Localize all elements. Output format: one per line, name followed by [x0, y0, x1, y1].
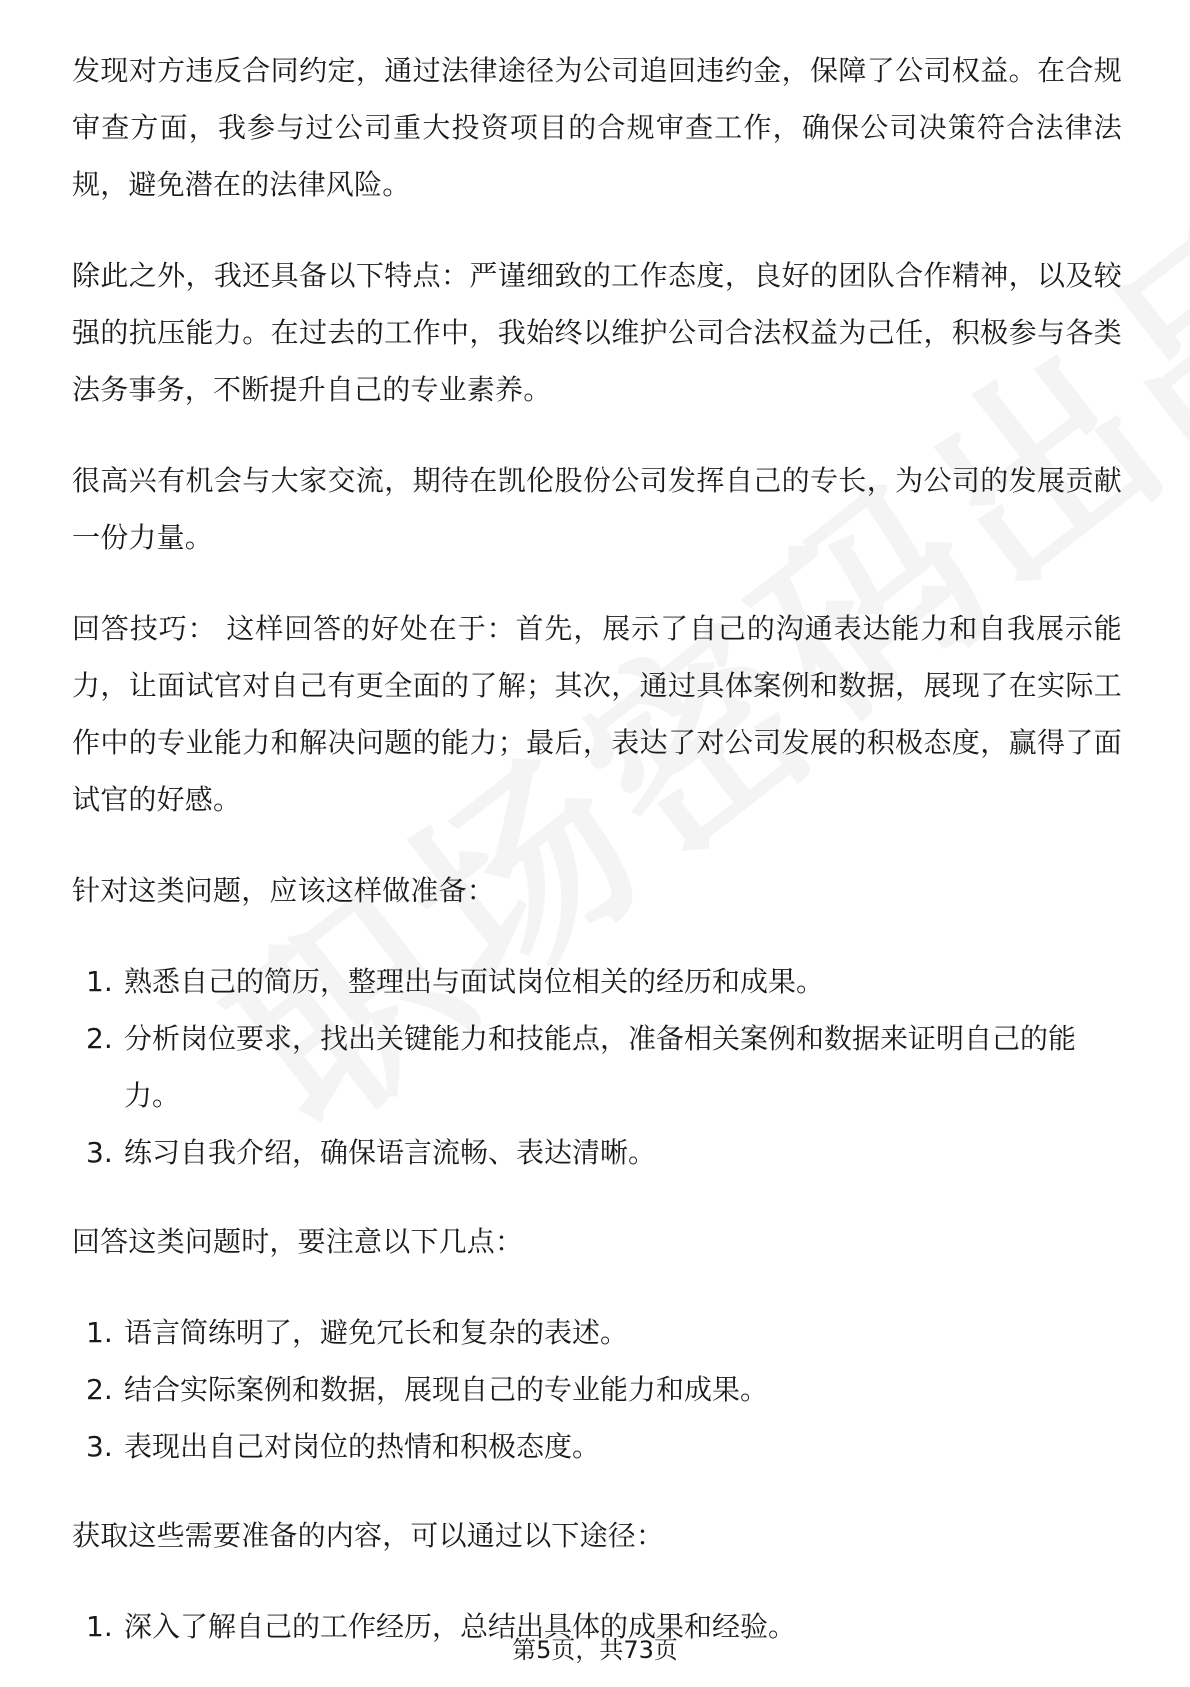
paragraph-closing: 很高兴有机会与大家交流，期待在凯伦股份公司发挥自己的专长，为公司的发展贡献一份力量。 [72, 464, 1122, 554]
paragraph-notes-heading: 回答这类问题时，要注意以下几点： [72, 1225, 524, 1258]
list-number: 3. [86, 1136, 113, 1169]
list-number: 1. [86, 1316, 113, 1349]
list-number: 1. [86, 1610, 113, 1643]
paragraph-personal-traits: 除此之外，我还具备以下特点：严谨细致的工作态度，良好的团队合作精神，以及较强的抗压能力。在过去的工作中，我始终以维护公司合法权益为己任，积极参与各类法务事务，不断提升自己的专业素养。 [72, 259, 1122, 406]
list-item-text: 结合实际案例和数据，展现自己的专业能力和成果。 [124, 1373, 769, 1406]
paragraph-sources-heading: 获取这些需要准备的内容，可以通过以下途径： [72, 1519, 665, 1552]
list-item-text: 分析岗位要求，找出关键能力和技能点，准备相关案例和数据来证明自己的能力。 [124, 1022, 1077, 1112]
paragraph-legal-experience: 发现对方违反合同约定，通过法律途径为公司追回违约金，保障了公司权益。在合规审查方面，我参与过公司重大投资项目的合规审查工作，确保公司决策符合法律法规，避免潜在的法律风险。 [72, 54, 1122, 201]
list-item [72, 1418, 1122, 1475]
list-item [72, 1010, 1122, 1124]
list-item-text: 练习自我介绍，确保语言流畅、表达清晰。 [124, 1136, 657, 1169]
list-item-text: 语言简练明了，避免冗长和复杂的表述。 [124, 1316, 629, 1349]
list-item-text: 深入了解自己的工作经历，总结出具体的成果和经验。 [124, 1610, 797, 1643]
list-number: 3. [86, 1430, 113, 1463]
list-number: 2. [86, 1022, 113, 1055]
prepare-list [72, 953, 1122, 1181]
list-item [72, 953, 1122, 1010]
list-item [72, 1361, 1122, 1418]
notes-list [72, 1304, 1122, 1475]
list-number: 1. [86, 965, 113, 998]
list-number: 2. [86, 1373, 113, 1406]
paragraph-answer-tips: 回答技巧： 这样回答的好处在于：首先，展示了自己的沟通表达能力和自我展示能力，让面试官对自己有更全面的了解；其次，通过具体案例和数据，展现了在实际工作中的专业能力和解决问题的能力；最后，表达了对公司发展的积极态度，赢得了面试官的好感。 [72, 612, 1122, 816]
list-item [72, 1124, 1122, 1181]
list-item-text: 表现出自己对岗位的热情和积极态度。 [124, 1430, 601, 1463]
list-item [72, 1304, 1122, 1361]
page-number: 第5页，共73页 [512, 1636, 678, 1664]
paragraph-prepare-heading: 针对这类问题，应该这样做准备： [72, 874, 496, 907]
document-body [72, 42, 1122, 1687]
list-item-text: 熟悉自己的简历，整理出与面试岗位相关的经历和成果。 [124, 965, 825, 998]
